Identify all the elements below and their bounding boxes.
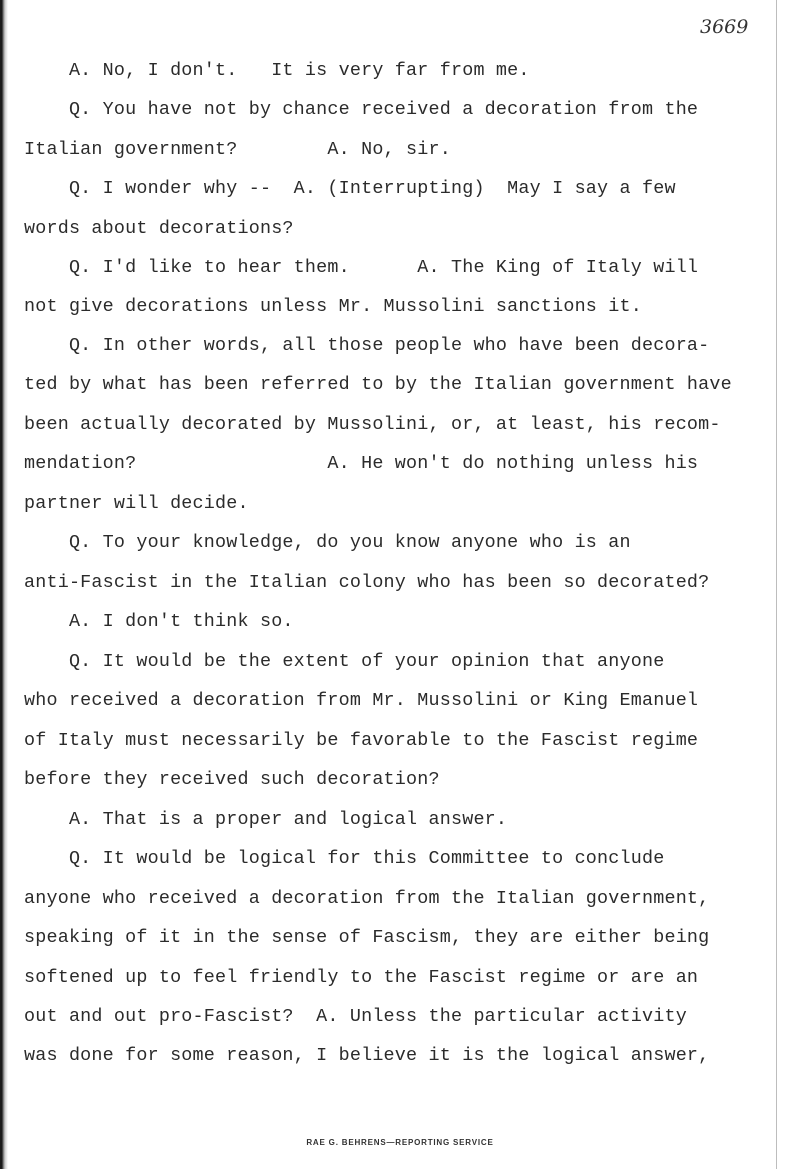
transcript-line: Q. To your knowledge, do you know anyone who is an [24, 532, 631, 553]
transcript-line: Q. It would be the extent of your opinion that anyone [24, 651, 665, 672]
transcript-line: A. That is a proper and logical answer. [24, 809, 508, 830]
page-number: 3669 [700, 16, 749, 38]
transcript-line: speaking of it in the sense of Fascism, they are either being [24, 927, 710, 948]
transcript-line: partner will decide. [24, 493, 249, 514]
transcript-line: A. I don't think so. [24, 611, 294, 632]
transcript-line: Q. You have not by chance received a decoration from the [24, 99, 699, 120]
transcript-line: A. No, I don't. It is very far from me. [24, 60, 530, 81]
reporting-service-footer: RAE G. BEHRENS—REPORTING SERVICE [306, 1138, 494, 1147]
transcript-line: Q. In other words, all those people who have been decora- [24, 335, 710, 356]
transcript-line: Italian government? A. No, sir. [24, 139, 451, 160]
transcript-line: of Italy must necessarily be favorable to the Fascist regime [24, 730, 699, 751]
transcript-line: softened up to feel friendly to the Fascist regime or are an [24, 967, 699, 988]
transcript-line: Q. It would be logical for this Committee to conclude [24, 848, 665, 869]
transcript-line: Q. I'd like to hear them. A. The King of Italy will [24, 257, 699, 278]
transcript-line: mendation? A. He won't do nothing unless his [24, 453, 699, 474]
transcript-line: not give decorations unless Mr. Mussolini sanctions it. [24, 296, 642, 317]
transcript-line: ted by what has been referred to by the Italian government have [24, 374, 732, 395]
transcript-line: out and out pro-Fascist? A. Unless the particular activity [24, 1006, 687, 1027]
transcript-line: words about decorations? [24, 218, 294, 239]
transcript-line: before they received such decoration? [24, 769, 440, 790]
transcript-line: anti-Fascist in the Italian colony who has been so decorated? [24, 572, 710, 593]
transcript-line: was done for some reason, I believe it is the logical answer, [24, 1045, 710, 1066]
transcript-line: been actually decorated by Mussolini, or, at least, his recom- [24, 414, 721, 435]
transcript-line: Q. I wonder why -- A. (Interrupting) May I say a few [24, 178, 676, 199]
transcript-line: who received a decoration from Mr. Mussolini or King Emanuel [24, 690, 699, 711]
transcript-line: anyone who received a decoration from the Italian government, [24, 888, 710, 909]
